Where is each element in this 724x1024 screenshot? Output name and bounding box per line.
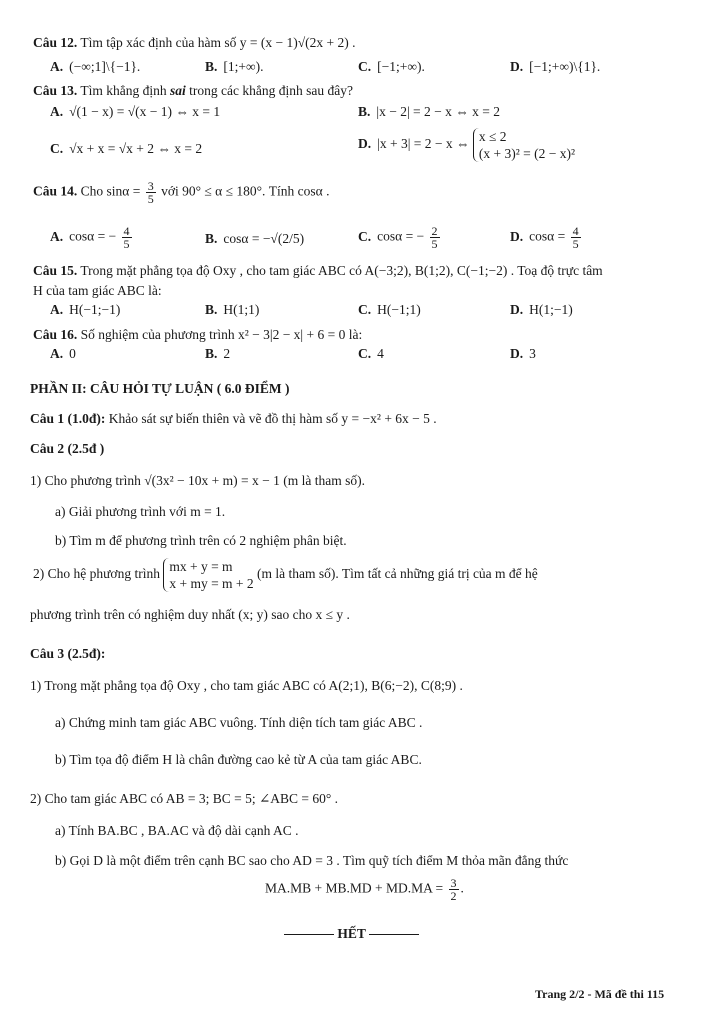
- q12-title: Câu 12.: [33, 35, 78, 50]
- end-marker: HẾT: [284, 925, 419, 943]
- q14-option-d: D. cosα = $\frac{4}{5}$: [510, 224, 579, 251]
- q16-stem: Câu 16. Số nghiệm của phương trình x² − 3|2 − x| + 6 = 0 là:: [33, 327, 363, 342]
- q12-option-c: C. [−1;+∞).: [358, 59, 425, 74]
- q13-title: Câu 13.: [33, 83, 78, 98]
- essay-q2-part2: 2) Cho hệ phương trình mx + y = m x + my = m + 2 (m là tham số). Tìm tất cả những giá trị của m để hệ: [33, 559, 538, 591]
- page-footer: Trang 2/2 - Mã đề thi 115: [535, 987, 665, 1001]
- q12-option-b: B. [1;+∞).: [205, 59, 264, 74]
- q13-emphasis: sai: [170, 83, 186, 98]
- end-rule-left: [284, 934, 334, 935]
- q14-title: Câu 14.: [33, 183, 78, 199]
- essay-q3-part2: 2) Cho tam giác ABC có AB = 3; BC = 5; ∠ABC = 60° .: [30, 791, 339, 806]
- q16-option-b: B. 2: [205, 346, 231, 361]
- q14-option-b: B. cosα = −√(2/5): [205, 231, 305, 246]
- q14-fraction: $\frac{3}{5}$: [147, 179, 154, 206]
- end-rule-right: [369, 934, 419, 935]
- q12-option-d: D. [−1;+∞)\{1}.: [510, 59, 601, 74]
- q15-stem-cont: H của tam giác ABC là:: [33, 283, 162, 298]
- q16-option-c: C. 4: [358, 346, 384, 361]
- q13-stem: Câu 13. Tìm khẳng định sai trong các khẳng định sau đây?: [33, 83, 353, 98]
- essay-q3-part1b: b) Tìm tọa độ điểm H là chân đường cao kẻ từ A của tam giác ABC.: [55, 752, 422, 767]
- essay-q2-part1b: b) Tìm m để phương trình trên có 2 nghiệm phân biệt.: [55, 533, 347, 548]
- q15-option-b: B. H(1;1): [205, 302, 260, 317]
- essay-q2-title: Câu 2 (2.5đ ): [30, 441, 105, 456]
- q16-title: Câu 16.: [33, 327, 78, 342]
- q12-text: Tìm tập xác định của hàm số y = (x − 1)√(2x + 2) .: [80, 35, 356, 50]
- part2-heading: PHẦN II: CÂU HỎI TỰ LUẬN ( 6.0 ĐIỂM ): [30, 381, 290, 396]
- essay-q3-part2b: b) Gọi D là một điểm trên cạnh BC sao cho AD = 3 . Tìm quỹ tích điểm M thỏa mãn đẳng thức: [55, 853, 569, 868]
- q15-title: Câu 15.: [33, 263, 78, 278]
- essay-q3-title: Câu 3 (2.5đ):: [30, 646, 106, 661]
- essay-q2-system: mx + y = m x + my = m + 2: [163, 558, 253, 592]
- q13-d-system: x ≤ 2 (x + 3)² = (2 − x)²: [473, 128, 575, 162]
- essay-q2-part1: 1) Cho phương trình √(3x² − 10x + m) = x − 1 (m là tham số).: [30, 473, 365, 488]
- q12-option-a: A. (−∞;1]\{−1}.: [50, 59, 141, 74]
- essay-q3-equation: MA.MB + MB.MD + MD.MA = $\frac{3}{2}$ .: [265, 876, 464, 903]
- q14-option-a: A. cosα = − $\frac{4}{5}$: [50, 224, 130, 251]
- q14-stem: Câu 14. Cho sinα = $\frac{3}{5}$ với 90° ≤ α ≤ 180°. Tính cosα .: [33, 179, 330, 206]
- q12-stem: [33, 34, 355, 52]
- q16-option-a: A. 0: [50, 346, 76, 361]
- essay-q1-title: Câu 1 (1.0đ):: [30, 411, 106, 426]
- essay-q3-part1: 1) Trong mặt phẳng tọa độ Oxy , cho tam giác ABC có A(2;1), B(6;−2), C(8;9) .: [30, 678, 463, 693]
- q15-option-c: C. H(−1;1): [358, 302, 421, 317]
- q13-option-d: D. |x + 3| = 2 − x ⇔ x ≤ 2 (x + 3)² = (2 − x)²: [358, 129, 576, 161]
- essay-q3-part2a: a) Tính BA.BC , BA.AC và độ dài cạnh AC .: [55, 823, 299, 838]
- q15-option-a: A. H(−1;−1): [50, 302, 121, 317]
- q15-stem: Câu 15. Trong mặt phẳng tọa độ Oxy , cho tam giác ABC có A(−3;2), B(1;2), C(−1;−2) . Toạ độ trực tâm: [33, 263, 603, 278]
- q13-option-a: A. √(1 − x) = √(x − 1) ⇔ x = 1: [50, 104, 221, 119]
- q14-option-c: C. cosα = − $\frac{2}{5}$: [358, 224, 438, 251]
- essay-q3-part1a: a) Chứng minh tam giác ABC vuông. Tính diện tích tam giác ABC .: [55, 715, 423, 730]
- q16-option-d: D. 3: [510, 346, 536, 361]
- q15-option-d: D. H(1;−1): [510, 302, 573, 317]
- essay-q1: Câu 1 (1.0đ): Khảo sát sự biến thiên và vẽ đồ thị hàm số y = −x² + 6x − 5 .: [30, 411, 437, 426]
- essay-q2-part2-cont: phương trình trên có nghiệm duy nhất (x; y) sao cho x ≤ y .: [30, 607, 350, 622]
- q13-option-c: C. √x + x = √x + 2 ⇔ x = 2: [50, 141, 203, 156]
- q13-option-b: B. |x − 2| = 2 − x ⇔ x = 2: [358, 104, 500, 119]
- essay-q2-part1a: a) Giải phương trình với m = 1.: [55, 504, 226, 519]
